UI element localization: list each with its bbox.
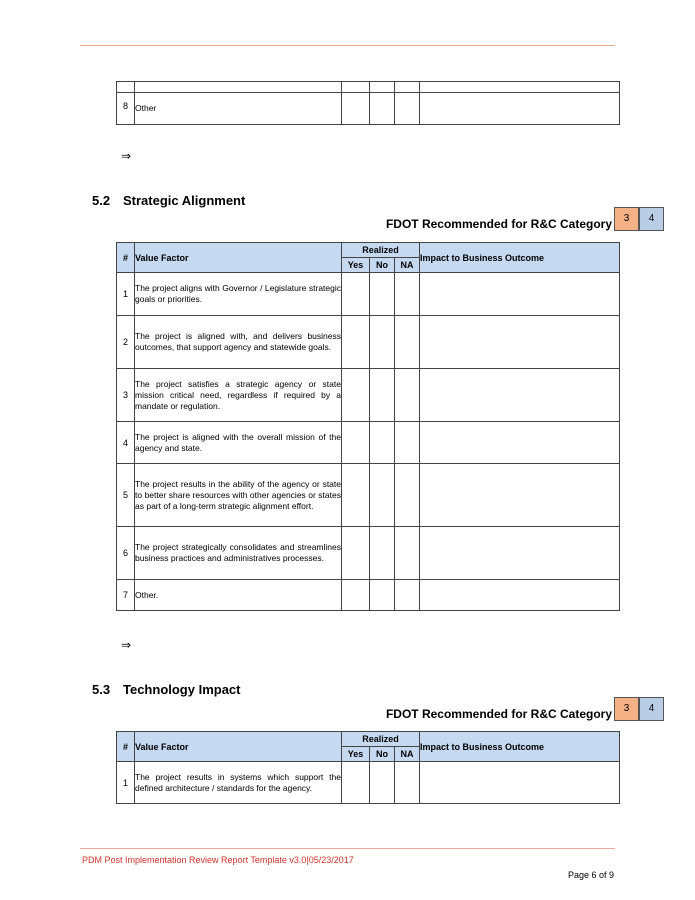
section-title: Technology Impact: [123, 682, 241, 697]
na-cell[interactable]: [395, 369, 420, 422]
header-realized: Realized: [342, 243, 420, 258]
table-row: [117, 93, 620, 125]
impact-cell[interactable]: [420, 316, 620, 369]
recommended-category: [300, 697, 664, 725]
recommended-label: FDOT Recommended for R&C Category: [385, 707, 612, 721]
impact-cell[interactable]: [420, 93, 620, 125]
na-cell[interactable]: [395, 316, 420, 369]
row-number: 1: [117, 273, 135, 316]
arrow-icon: ⇒: [121, 638, 132, 652]
yes-cell[interactable]: [342, 316, 370, 369]
row-number: 1: [117, 762, 135, 804]
table-row: [117, 82, 620, 93]
yes-cell[interactable]: [342, 762, 370, 804]
section-heading: [92, 193, 245, 208]
row-number: 6: [117, 527, 135, 580]
impact-cell[interactable]: [420, 762, 620, 804]
impact-cell[interactable]: [420, 369, 620, 422]
header-yes: Yes: [342, 747, 370, 762]
na-cell[interactable]: [395, 422, 420, 464]
row-number: 5: [117, 464, 135, 527]
na-cell[interactable]: [395, 273, 420, 316]
no-cell[interactable]: [370, 464, 395, 527]
row-value-factor: The project satisfies a strategic agency or state mission critical need, regardless if required by a mandate or regulation.: [135, 369, 342, 422]
section-number: 5.3: [92, 682, 111, 697]
category-box: 3: [614, 697, 639, 721]
technology-impact-table: [116, 731, 620, 804]
row-value-factor: The project aligns with Governor / Legislature strategic goals or priorities.: [135, 273, 342, 316]
header-realized: Realized: [342, 732, 420, 747]
row-number: 7: [117, 580, 135, 611]
row-value-factor: The project results in the ability of the agency or state to better share resources with other agencies or states as part of a long-term strategic alignment effort.: [135, 464, 342, 527]
recommended-category: [300, 207, 664, 235]
no-cell[interactable]: [370, 273, 395, 316]
impact-cell[interactable]: [420, 527, 620, 580]
row-value-factor: The project is aligned with, and delivers business outcomes, that support agency and statewide goals.: [135, 316, 342, 369]
continued-table: [116, 81, 620, 125]
header-no: No: [370, 258, 395, 273]
no-cell[interactable]: [370, 422, 395, 464]
header-no: No: [370, 747, 395, 762]
impact-cell[interactable]: [420, 580, 620, 611]
header-impact: Impact to Business Outcome: [420, 243, 620, 273]
no-cell[interactable]: [370, 762, 395, 804]
header-yes: Yes: [342, 258, 370, 273]
section-number: 5.2: [92, 193, 111, 208]
category-box: 4: [639, 207, 664, 231]
table-row: [117, 273, 620, 316]
arrow-icon: ⇒: [121, 149, 132, 163]
na-cell[interactable]: [395, 93, 420, 125]
category-box: 3: [614, 207, 639, 231]
yes-cell[interactable]: [342, 369, 370, 422]
yes-cell[interactable]: [342, 273, 370, 316]
table-row: [117, 580, 620, 611]
no-cell[interactable]: [370, 93, 395, 125]
na-cell[interactable]: [395, 762, 420, 804]
yes-cell[interactable]: [342, 527, 370, 580]
yes-cell[interactable]: [342, 580, 370, 611]
row-number: [117, 82, 135, 93]
no-cell[interactable]: [370, 580, 395, 611]
section-title: Strategic Alignment: [123, 193, 246, 208]
category-box: 4: [639, 697, 664, 721]
na-cell[interactable]: [395, 527, 420, 580]
row-number: 4: [117, 422, 135, 464]
footer-rule: [80, 848, 615, 849]
section-heading: [92, 682, 241, 697]
yes-cell[interactable]: [342, 82, 370, 93]
header-number: #: [117, 243, 135, 273]
impact-cell[interactable]: [420, 273, 620, 316]
header-value-factor: Value Factor: [135, 732, 342, 762]
strategic-alignment-table: [116, 242, 620, 611]
no-cell[interactable]: [370, 527, 395, 580]
row-value-factor: The project results in systems which support the defined architecture / standards for the agency.: [135, 762, 342, 804]
header-rule: [80, 45, 615, 46]
row-number: 8: [117, 93, 135, 125]
row-value-factor: [135, 82, 342, 93]
na-cell[interactable]: [395, 580, 420, 611]
row-value-factor: Other: [135, 93, 342, 125]
row-number: 2: [117, 316, 135, 369]
yes-cell[interactable]: [342, 93, 370, 125]
header-na: NA: [395, 747, 420, 762]
impact-cell[interactable]: [420, 82, 620, 93]
header-number: #: [117, 732, 135, 762]
yes-cell[interactable]: [342, 464, 370, 527]
page-number: Page 6 of 9: [567, 870, 614, 880]
recommended-label: FDOT Recommended for R&C Category: [385, 217, 612, 231]
header-impact: Impact to Business Outcome: [420, 732, 620, 762]
table-row: [117, 527, 620, 580]
na-cell[interactable]: [395, 464, 420, 527]
no-cell[interactable]: [370, 369, 395, 422]
row-value-factor: The project is aligned with the overall mission of the agency and state.: [135, 422, 342, 464]
table-row: [117, 762, 620, 804]
na-cell[interactable]: [395, 82, 420, 93]
no-cell[interactable]: [370, 82, 395, 93]
footer-document-title: PDM Post Implementation Review Report Template v3.0|05/23/2017: [82, 855, 354, 865]
table-row: [117, 464, 620, 527]
impact-cell[interactable]: [420, 464, 620, 527]
table-row: [117, 369, 620, 422]
table-row: [117, 422, 620, 464]
header-na: NA: [395, 258, 420, 273]
impact-cell[interactable]: [420, 422, 620, 464]
row-value-factor: Other.: [135, 580, 342, 611]
row-number: 3: [117, 369, 135, 422]
yes-cell[interactable]: [342, 422, 370, 464]
table-row: [117, 316, 620, 369]
no-cell[interactable]: [370, 316, 395, 369]
header-value-factor: Value Factor: [135, 243, 342, 273]
row-value-factor: The project strategically consolidates and streamlines business practices and administratives processes.: [135, 527, 342, 580]
